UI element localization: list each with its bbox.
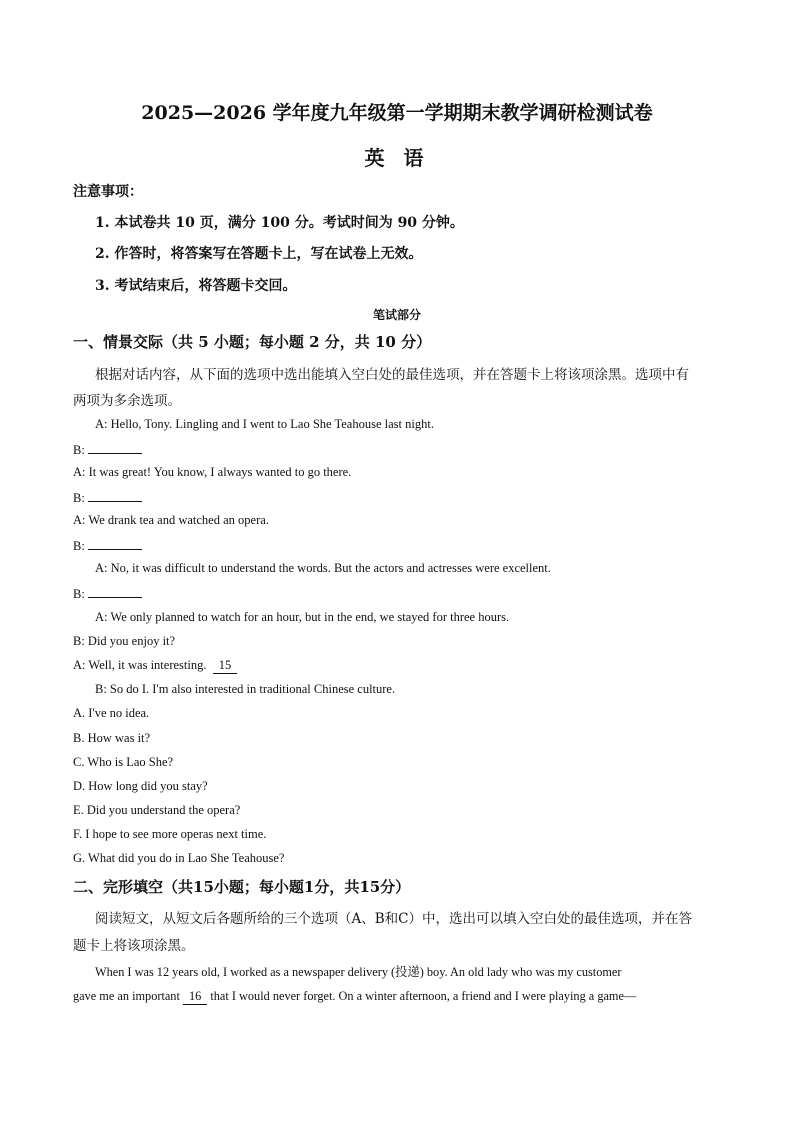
section2-instruction: 阅读短文，从短文后各题所给的三个选项（A、B和C）中，选出可以填入空白处的最佳选项，并在答 (95, 911, 692, 927)
section2-heading: 二、完形填空（共15小题；每小题1分，共15分） (73, 878, 411, 896)
dialogue-line: A: Well, it was interesting. 15 (73, 658, 237, 674)
dialogue-line: A: We only planned to watch for an hour, but in the end, we stayed for three hours. (95, 610, 510, 624)
dialogue-line: B: (73, 537, 142, 554)
blank-number: 16 (183, 989, 207, 1005)
passage-line: When I was 12 years old, I worked as a newspaper delivery (投递) boy. An old lady who was my customer (95, 965, 622, 979)
section2-instruction: 题卡上将该项涂黑。 (73, 938, 195, 954)
option-item: F. I hope to see more operas next time. (73, 827, 267, 841)
answer-blank (88, 585, 142, 598)
notice-item: 2. 作答时，将答案写在答题卡上，写在试卷上无效。 (95, 246, 423, 262)
dialogue-line: B: So do I. I'm also interested in traditional Chinese culture. (95, 682, 396, 696)
dialogue-line: A: Hello, Tony. Lingling and I went to Lao She Teahouse last night. (95, 417, 434, 431)
notice-item: 1. 本试卷共 10 页，满分 100 分。考试时间为 90 分钟。 (95, 215, 464, 231)
answer-blank (88, 489, 142, 502)
answer-blank (88, 441, 142, 454)
notice-heading: 注意事项： (73, 184, 143, 200)
part-label: 笔试部分 (372, 308, 421, 322)
dialogue-line: A: No, it was difficult to understand the words. But the actors and actresses were excellent. (95, 561, 551, 575)
answer-blank (88, 537, 142, 550)
dialogue-line: A: It was great! You know, I always wanted to go there. (73, 465, 352, 479)
blank-number: 15 (213, 658, 238, 674)
dialogue-line: B: (73, 585, 142, 602)
dialogue-line: B: Did you enjoy it? (73, 634, 176, 648)
notice-item: 3. 考试结束后，将答题卡交回。 (95, 278, 297, 294)
option-item: C. Who is Lao She? (73, 755, 174, 769)
dialogue-line: B: (73, 489, 142, 506)
option-item: A. I've no idea. (73, 706, 150, 720)
exam-title: 2025—2026 学年度九年级第一学期期末教学调研检测试卷 (141, 102, 653, 124)
option-item: D. How long did you stay? (73, 779, 208, 793)
section1-heading: 一、情景交际（共 5 小题；每小题 2 分，共 10 分） (73, 333, 432, 351)
passage-line: gave me an important 16 that I would never forget. On a winter afternoon, a friend and I were playing a game— (73, 989, 637, 1003)
section1-instruction: 两项为多余选项。 (73, 393, 181, 409)
section1-instruction: 根据对话内容，从下面的选项中选出能填入空白处的最佳选项，并在答题卡上将该项涂黑。选项中有 (95, 367, 689, 383)
dialogue-line: A: We drank tea and watched an opera. (73, 513, 269, 527)
option-item: B. How was it? (73, 731, 151, 745)
dialogue-line: B: (73, 441, 142, 458)
option-item: E. Did you understand the opera? (73, 803, 241, 817)
subject-title: 英 语 (364, 146, 430, 170)
option-item: G. What did you do in Lao She Teahouse? (73, 851, 285, 865)
